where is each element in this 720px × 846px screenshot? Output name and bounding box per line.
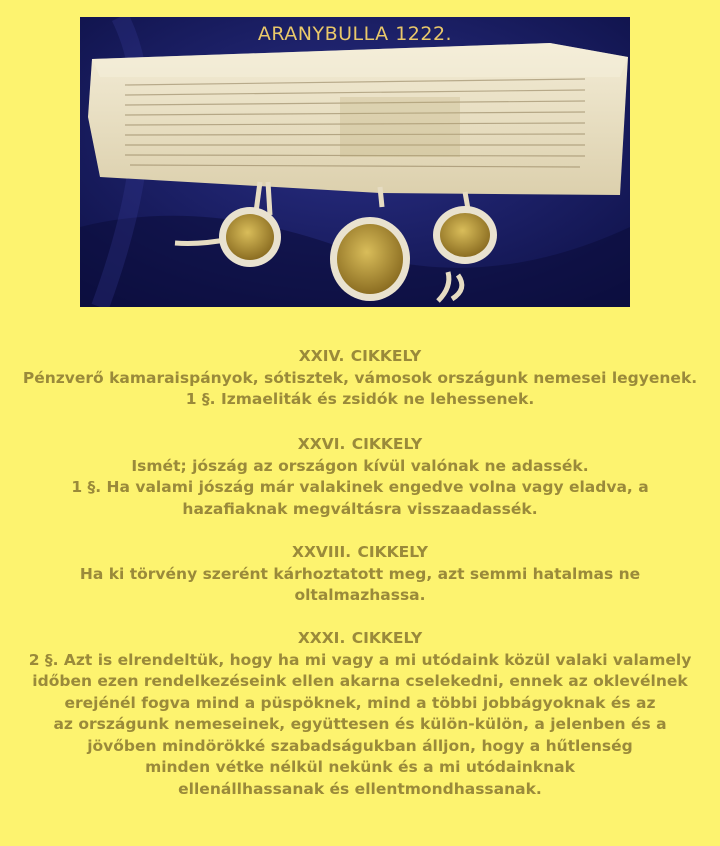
golden-bull-illustration [80, 17, 630, 307]
article-line: erejénél fogva mind a püspöknek, mind a többi jobbágyoknak és az [64, 693, 656, 712]
article-line: időben ezen rendelkezéseink ellen akarna cselekedni, ennek az oklevélnek [32, 672, 688, 690]
article-line: 1 §. Izmaeliták és zsidók ne lehessenek. [185, 390, 535, 408]
article-line: hazafiaknak megváltásra visszaadassék. [182, 499, 538, 518]
golden-bull-photo [80, 17, 630, 307]
article-line: jövőben mindörökké szabadságukban álljon, hogy a hűtlenség [87, 736, 633, 755]
article-26 [0, 434, 720, 520]
article-line: Pénzverő kamaraispányok, sótisztek, vámosok országunk nemesei legyenek. [22, 368, 698, 387]
article-heading: XXVIII. CIKKELY [292, 543, 428, 561]
seal-left [219, 207, 281, 267]
article-line: ellenállhassanak és ellentmondhassanak. [178, 779, 542, 798]
seal-right [433, 206, 497, 264]
article-line: Ismét; jószág az országon kívül valónak ne adassék. [131, 456, 589, 475]
article-line: minden vétke nélkül nekünk és a mi utódainknak [145, 758, 575, 776]
article-heading: XXXI. CIKKELY [297, 629, 423, 647]
article-line: 2 §. Azt is elrendeltük, hogy ha mi vagy a mi utódaink közül valaki valamely [28, 650, 692, 669]
article-line: Ha ki törvény szerént kárhoztatott meg, azt semmi hatalmas ne [79, 564, 641, 583]
article-heading: XXIV. CIKKELY [298, 347, 422, 365]
article-31 [0, 628, 720, 800]
article-heading: XXVI. CIKKELY [297, 435, 423, 453]
article-24 [0, 346, 720, 411]
article-line: 1 §. Ha valami jószág már valakinek engedve volna vagy eladva, a [71, 478, 649, 496]
article-line: oltalmazhassa. [294, 586, 426, 604]
seal-center [330, 217, 410, 301]
article-line: az országunk nemeseinek, együttesen és külön-külön, a jelenben és a [53, 715, 667, 733]
article-28 [0, 542, 720, 607]
photo-caption: ARANYBULLA 1222. [257, 23, 453, 45]
